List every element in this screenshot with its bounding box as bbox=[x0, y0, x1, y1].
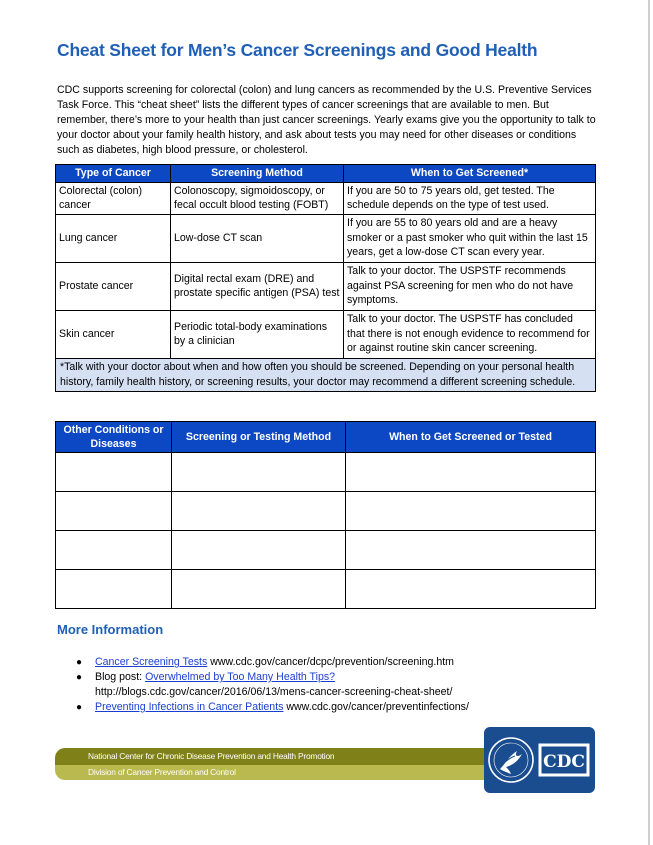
list-item bbox=[76, 655, 596, 670]
cancer-type-cell: Skin cancer bbox=[56, 310, 171, 358]
blank-cell[interactable] bbox=[56, 492, 172, 531]
list-item bbox=[76, 700, 596, 715]
screening-method-cell: Colonoscopy, sigmoidoscopy, or fecal occult blood testing (FOBT) bbox=[171, 182, 344, 214]
table-footnote-row bbox=[56, 358, 596, 391]
list-item bbox=[76, 670, 596, 700]
table-footnote: *Talk with your doctor about when and how often you should be screened. Depending on your personal health history, family health history, or screening results, your doctor may recommend a different screening schedule. bbox=[56, 358, 596, 391]
blank-cell[interactable] bbox=[172, 453, 346, 492]
screening-method-cell: Periodic total-body examinations by a clinician bbox=[171, 310, 344, 358]
blank-cell[interactable] bbox=[56, 453, 172, 492]
footer-center-name: National Center for Chronic Disease Prevention and Health Promotion bbox=[88, 751, 335, 761]
item-url-text: www.cdc.gov/cancer/dcpc/prevention/screening.htm bbox=[207, 656, 454, 668]
cancer-screening-tests-link[interactable]: Cancer Screening Tests bbox=[95, 656, 208, 668]
header-testing-method: Screening or Testing Method bbox=[172, 422, 346, 453]
footer-division-name: Division of Cancer Prevention and Control bbox=[88, 767, 236, 777]
overwhelmed-health-tips-link[interactable]: Overwhelmed by Too Many Health Tips? bbox=[145, 671, 336, 683]
header-screening-method: Screening Method bbox=[171, 165, 344, 183]
item-url-text: http://blogs.cdc.gov/cancer/2016/06/13/mens-cancer-screening-cheat-sheet/ bbox=[95, 686, 453, 698]
header-other-conditions: Other Conditions or Diseases bbox=[56, 422, 172, 453]
page-title: Cheat Sheet for Men’s Cancer Screenings and Good Health bbox=[57, 40, 538, 60]
when-screened-cell: If you are 55 to 80 years old and are a heavy smoker or a past smoker who quit within the last 15 years, get a low-dose CT scan every year. bbox=[344, 214, 596, 262]
table-row bbox=[56, 531, 596, 570]
when-screened-cell: Talk to your doctor. The USPSTF has concluded that there is not enough evidence to recommend for or against routine skin cancer screening. bbox=[344, 310, 596, 358]
item-prefix: Blog post: bbox=[95, 671, 146, 683]
table-row bbox=[56, 214, 596, 262]
blank-cell[interactable] bbox=[346, 453, 596, 492]
table-row bbox=[56, 570, 596, 609]
blank-cell[interactable] bbox=[172, 570, 346, 609]
table-row bbox=[56, 182, 596, 214]
cdc-logo-icon bbox=[538, 743, 590, 777]
table-row bbox=[56, 492, 596, 531]
more-information-list bbox=[76, 655, 596, 715]
blank-cell[interactable] bbox=[346, 492, 596, 531]
blank-cell[interactable] bbox=[172, 531, 346, 570]
other-conditions-table bbox=[55, 421, 596, 609]
item-url-text: www.cdc.gov/cancer/preventinfections/ bbox=[283, 701, 469, 713]
blank-cell[interactable] bbox=[346, 531, 596, 570]
blank-cell[interactable] bbox=[172, 492, 346, 531]
screening-method-cell: Low-dose CT scan bbox=[171, 214, 344, 262]
cancer-type-cell: Prostate cancer bbox=[56, 262, 171, 310]
when-screened-cell: If you are 50 to 75 years old, get tested. The schedule depends on the type of test used. bbox=[344, 182, 596, 214]
header-when-tested: When to Get Screened or Tested bbox=[346, 422, 596, 453]
bullet-icon: ● bbox=[76, 702, 83, 713]
blank-cell[interactable] bbox=[56, 531, 172, 570]
bullet-icon: ● bbox=[76, 657, 83, 668]
cdc-logo-panel bbox=[484, 727, 595, 793]
preventing-infections-link[interactable]: Preventing Infections in Cancer Patients bbox=[95, 701, 284, 713]
when-screened-cell: Talk to your doctor. The USPSTF recommends against PSA screening for men who do not have symptoms. bbox=[344, 262, 596, 310]
page-edge bbox=[648, 0, 650, 845]
intro-paragraph: CDC supports screening for colorectal (colon) and lung cancers as recommended by the U.S. Preventive Services Task Force. This “cheat sheet” lists the different types of cancer screenings that are available to men. But remember, there’s more to your health than just cancer screenings. Yearly exams give you the opportunity to talk to your doctor about your family health history, and ask about tests you may need for other diseases or conditions such as diabetes, high blood pressure, or cholesterol. bbox=[57, 84, 596, 156]
screening-method-cell: Digital rectal exam (DRE) and prostate specific antigen (PSA) test bbox=[171, 262, 344, 310]
table-row bbox=[56, 262, 596, 310]
cancer-type-cell: Colorectal (colon) cancer bbox=[56, 182, 171, 214]
table-row bbox=[56, 310, 596, 358]
cdc-logo-text: CDC bbox=[543, 752, 585, 772]
bullet-icon: ● bbox=[76, 672, 83, 683]
more-information-heading: More Information bbox=[57, 622, 164, 637]
header-when-to-get-screened: When to Get Screened* bbox=[344, 165, 596, 183]
table-row bbox=[56, 453, 596, 492]
blank-cell[interactable] bbox=[56, 570, 172, 609]
cancer-screening-table bbox=[55, 164, 596, 392]
header-type-of-cancer: Type of Cancer bbox=[56, 165, 171, 183]
blank-cell[interactable] bbox=[346, 570, 596, 609]
cancer-type-cell: Lung cancer bbox=[56, 214, 171, 262]
